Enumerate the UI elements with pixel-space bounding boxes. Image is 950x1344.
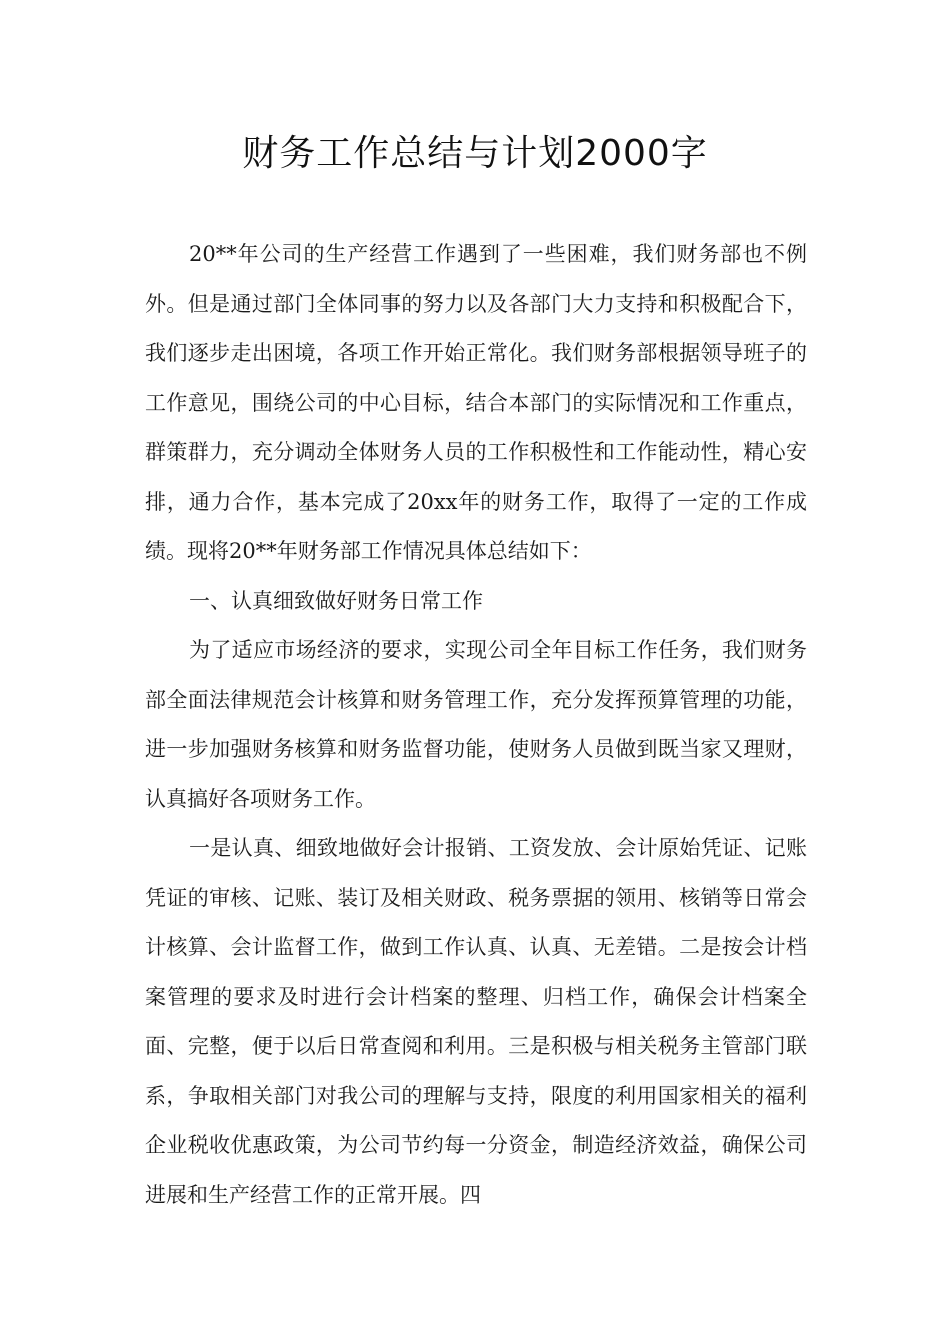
section-heading: 一、认真细致做好财务日常工作 bbox=[189, 588, 483, 613]
document-body bbox=[145, 230, 807, 1220]
paragraph-tasks: 一是认真、细致地做好会计报销、工资发放、会计原始凭证、记账凭证的审核、记账、装订及相关财政、税务票据的领用、核销等日常会计核算、会计监督工作，做到工作认真、认真、无差错。二是按会计档案管理的要求及时进行会计档案的整理、归档工作，确保会计档案全面、完整，便于以后日常查阅和利用。三是积极与相关税务主管部门联系，争取相关部门对我公司的理解与支持，限度的利用国家相关的福利企业税收优惠政策，为公司节约每一分资金，制造经济效益，确保公司进展和生产经营工作的正常开展。四 bbox=[145, 836, 807, 1207]
paragraph-section-intro: 为了适应市场经济的要求，实现公司全年目标工作任务，我们财务部全面法律规范会计核算和财务管理工作，充分发挥预算管理的功能，进一步加强财务核算和财务监督功能，使财务人员做到既当家又理财，认真搞好各项财务工作。 bbox=[145, 638, 807, 811]
document-title: 财务工作总结与计划2000字 bbox=[242, 133, 708, 174]
paragraph-intro: 20**年公司的生产经营工作遇到了一些困难，我们财务部也不例外。但是通过部门全体同事的努力以及各部门大力支持和积极配合下，我们逐步走出困境，各项工作开始正常化。我们财务部根据领导班子的工作意见，围绕公司的中心目标，结合本部门的实际情况和工作重点，群策群力，充分调动全体财务人员的工作积极性和工作能动性，精心安排，通力合作，基本完成了20xx年的财务工作，取得了一定的工作成绩。现将20**年财务部工作情况具体总结如下： bbox=[145, 242, 807, 563]
